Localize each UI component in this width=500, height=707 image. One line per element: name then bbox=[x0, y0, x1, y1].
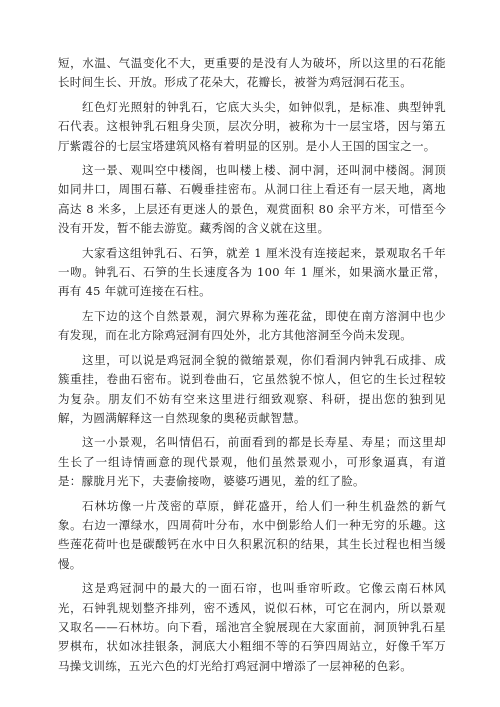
paragraph-miniature-landscape: 这里，可以说是鸡冠洞全貌的微缩景观，你们看洞内钟乳石成排、成簇重挂，卷曲石密布。说到卷曲石，它虽然貌不惊人，但它的生长过程较为复杂。朋友们不妨有空来这里进行细致观察、科研，提出您的独到见解，为圆满解释这一自然现象的奥秘贡献智慧。 bbox=[58, 352, 446, 425]
paragraph-red-light-stalactite: 红色灯光照射的钟乳石，它底大头尖，如钟似乳，是标准、典型钟乳石代表。这根钟乳石粗身尖顶，层次分明，被称为十一层宝塔，因与第五厅紫霞谷的七层宝塔建筑风格有着明显的区别。是小人王国的国宝之一。 bbox=[58, 99, 446, 153]
paragraph-lovers-stone: 这一小景观，名叫情侣石，前面看到的都是长寿星、寿星；而这里却生长了一组诗情画意的现代景观，他们虽然景观小，可形象逼真，有道是：朦胧月光下，夫妻偷接吻，婆婆巧遇见，羞的红了脸。 bbox=[58, 435, 446, 489]
paragraph-stone-forest-grassland: 石林坊像一片茂密的草原，鲜花盛开，给人们一种生机盎然的新气象。右边一潭绿水，四周荷叶分布，水中倒影给人们一种无穷的乐趣。这些莲花荷叶也是碳酸钙在水中日久积累沉积的结果，其生长过程也相当缓慢。 bbox=[58, 498, 446, 571]
document-body bbox=[58, 54, 446, 676]
paragraph-continued: 短，水温、气温变化不大，更重要的是没有人为破坏，所以这里的石花能长时间生长、开放。形成了花朵大，花瓣长，被誉为鸡冠洞石花玉。 bbox=[58, 56, 446, 90]
paragraph-thousand-year-kiss: 大家看这组钟乳石、石笋，就差 1 厘米没有连接起来，景观取名千年一吻。钟乳石、石笋的生长速度各为 100 年 1 厘米，如果滴水量正常，再有 45 年就可连接在石柱。 bbox=[58, 245, 446, 299]
paragraph-lotus-basin: 左下边的这个自然景观，洞穴界称为莲花盆，即使在南方溶洞中也少有发现，而在北方除鸡冠洞有四处外，北方其他溶洞至今尚未发现。 bbox=[58, 308, 446, 343]
paragraph-stone-curtain: 这是鸡冠洞中的最大的一面石帘，也叫垂帘听政。它像云南石林风光，石钟乳规划整齐排列，密不透风，说似石林，可它在洞内，所以景观又取名——石林坊。向下看，瑶池宫全貌展现在大家面前，洞顶钟乳石星罗棋布，状如冰挂银条，洞底大小粗细不等的石笋四周站立，好像千军万马操戈训练，五光六色的灯光给打鸡冠洞中增添了一层神秘的色彩。 bbox=[58, 581, 446, 673]
paragraph-sky-pavilion: 这一景、观叫空中楼阁，也叫楼上楼、洞中洞，还叫洞中楼阁。洞顶如同井口，周围石幕、石幔垂挂密布。从洞口往上看还有一层天地，离地高达 8 米多，上层还有更迷人的景色，观赏面积 80 余平方米，可惜至今没有开发，暂不能去游览。藏秀阁的含义就在这里。 bbox=[58, 163, 446, 236]
